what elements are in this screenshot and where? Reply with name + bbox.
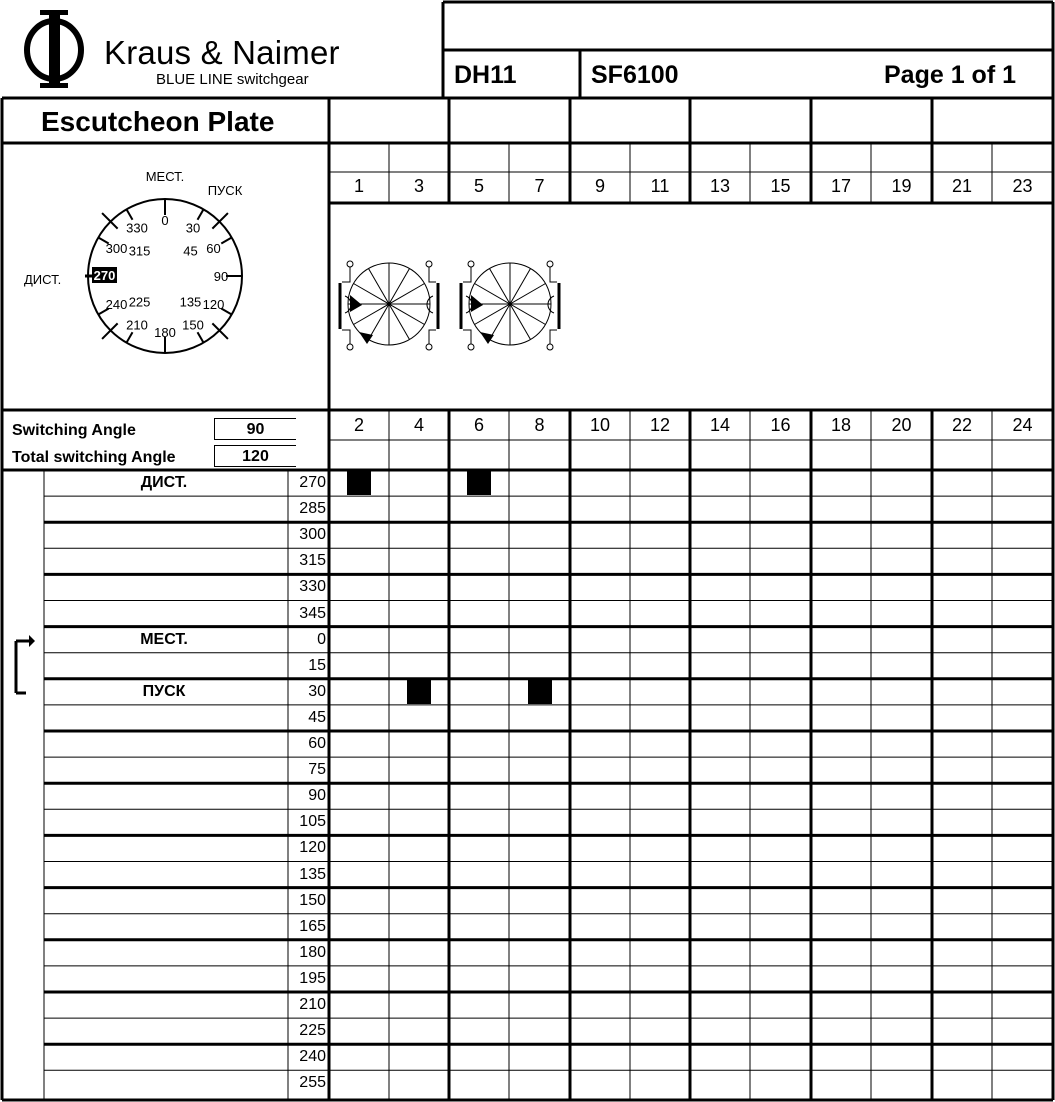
dial-number: 240 [105,297,128,312]
row-position-label: ПУСК [142,682,186,700]
phi-logo-icon [20,8,100,88]
terminal-number: 14 [709,415,731,435]
row-angle: 285 [299,500,326,518]
contact-closed-mark [407,680,431,704]
row-angle: 195 [299,969,326,987]
terminal-number: 10 [589,415,611,435]
terminal-number: 13 [709,176,731,196]
row-angle: 0 [317,630,326,648]
row-angle: 225 [299,1022,326,1040]
row-angle: 45 [308,708,326,726]
contact-symbols [340,261,559,350]
total-switching-angle-label: Total switching Angle [12,449,176,466]
row-angle: 90 [308,787,326,805]
contact-chamber-5-8 [461,261,559,350]
row-angle: 165 [299,917,326,935]
terminal-number: 16 [770,415,791,435]
row-angle: 300 [299,526,326,544]
dial-label-left: ДИСТ. [24,272,62,287]
terminal-number: 6 [473,415,484,435]
dial-number: 180 [154,325,176,340]
row-angle: 60 [308,735,326,752]
dial-number: 120 [202,297,225,312]
terminal-number: 1 [353,176,364,196]
row-angle: 75 [308,761,326,779]
bracket-arrow-icon [29,635,35,647]
row-position-label: МЕСТ. [140,630,188,648]
row-angle: 255 [299,1074,326,1092]
row-angle: 240 [299,1048,326,1066]
terminal-number: 2 [353,415,364,435]
row-angle: 330 [299,578,326,596]
dial-number: 60 [206,241,221,256]
logo-wordmark: Kraus & Naimer [104,34,340,71]
terminal-number: 24 [1012,415,1033,435]
terminal-number: 11 [650,176,670,196]
switching-angle-label: Switching Angle [12,422,136,439]
dial-number: 330 [126,220,148,236]
terminal-number: 12 [649,415,671,435]
escutcheon-dial [24,169,243,353]
kraus-naimer-logo [18,8,398,94]
terminal-number: 23 [1012,176,1033,196]
contact-closed-mark [528,680,552,704]
terminal-number: 9 [594,176,605,196]
switching-angle-value: 90 [214,418,296,440]
terminal-number: 7 [534,176,545,196]
dial-number: 30 [185,220,201,236]
row-position-label: ДИСТ. [140,474,188,491]
dial-number: 45 [183,243,198,259]
program-code: SF6100 [591,61,679,89]
dial-number: 210 [126,317,148,333]
dial-number: 0 [161,213,169,228]
contact-chamber-1-4 [340,261,438,350]
terminal-number: 20 [891,415,912,435]
contact-closed-mark [347,471,371,495]
row-angle: 30 [308,682,326,700]
terminal-number: 18 [830,415,852,435]
row-angle: 120 [299,839,326,857]
dial-number: 150 [182,317,204,333]
dial-number: 225 [128,294,151,310]
row-angle: 135 [299,865,326,883]
row-angle: 180 [299,943,326,961]
logo-tagline: BLUE LINE switchgear [156,71,309,88]
row-angle: 270 [299,474,326,491]
dial-number: 90 [213,269,229,284]
terminal-number: 21 [951,176,973,196]
terminal-number: 8 [534,415,545,435]
contact-closed-mark [467,471,491,495]
row-angle: 345 [299,604,326,622]
model-code: DH11 [454,61,517,89]
dial-number: 300 [105,241,128,256]
row-angle: 15 [308,656,326,674]
dial-number: 135 [179,294,202,310]
row-angle: 210 [299,996,326,1013]
dial-label-top-right: ПУСК [207,183,243,198]
terminal-number: 19 [891,176,912,196]
page-number: Page 1 of 1 [884,61,1016,89]
dial-number: 315 [128,243,151,259]
terminal-number: 3 [413,176,424,196]
section-title: Escutcheon Plate [41,106,275,137]
terminal-number: 5 [473,176,484,196]
terminal-number: 15 [770,176,791,196]
dial-label-top: МЕСТ. [145,169,185,184]
dial-highlighted-position: 270 [93,268,116,283]
row-angle: 105 [299,813,326,831]
total-switching-angle-value: 120 [214,445,296,467]
row-angle: 150 [299,891,326,909]
terminal-number: 4 [413,415,424,435]
row-angle: 315 [299,552,326,570]
terminal-number: 22 [951,415,973,435]
terminal-number: 17 [830,176,852,196]
